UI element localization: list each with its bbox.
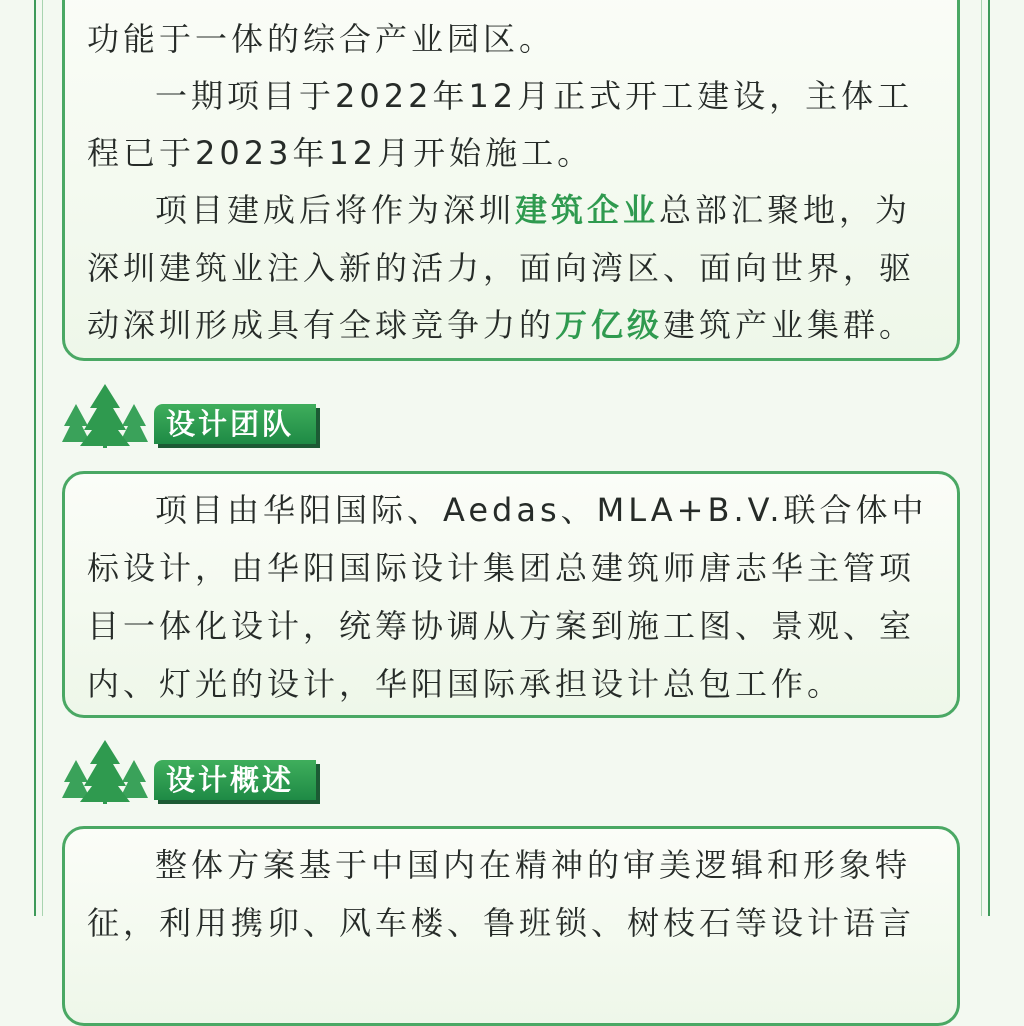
intro-line-4 [155, 191, 933, 229]
team-line-1: 项目由华阳国际、Aedas、MLA+B.V.联合体中 [155, 491, 928, 529]
intro-line-1: 功能于一体的综合产业园区。 [87, 20, 556, 58]
section-header-design-overview [62, 740, 362, 806]
team-line-2: 标设计，由华阳国际设计集团总建筑师唐志华主管项 [87, 549, 916, 587]
frame-border-left-inner [42, 0, 43, 916]
overview-line-1: 整体方案基于中国内在精神的审美逻辑和形象特 [155, 846, 912, 884]
frame-border-left [34, 0, 36, 916]
design-overview-card [62, 826, 960, 1026]
team-line-4: 内、灯光的设计，华阳国际承担设计总包工作。 [87, 665, 844, 703]
overview-line-2: 征，利用携卯、风车楼、鲁班锁、树枝石等设计语言 [87, 904, 916, 942]
team-line-3: 目一体化设计，统筹协调从方案到施工图、景观、室 [87, 607, 916, 645]
section-label-design-overview: 设计概述 [154, 760, 316, 800]
frame-border-right-inner [981, 0, 982, 916]
intro-line-6 [87, 306, 933, 344]
intro-line-3: 程已于2023年12月开始施工。 [87, 134, 594, 172]
pine-trees-icon [62, 384, 148, 448]
section-label-design-team: 设计团队 [154, 404, 316, 444]
highlight-trillion-level: 万亿级 [555, 306, 664, 344]
intro-card [62, 0, 960, 361]
highlight-construction-enterprises: 建筑企业 [515, 191, 660, 229]
intro-line-2: 一期项目于2022年12月正式开工建设，主体工 [155, 77, 914, 115]
intro-line-4-post: 总部汇聚地，为 [659, 191, 912, 229]
intro-line-6-pre: 动深圳形成具有全球竞争力的 [87, 306, 556, 344]
intro-line-5: 深圳建筑业注入新的活力，面向湾区、面向世界，驱 [87, 249, 916, 287]
pine-trees-icon [62, 740, 148, 804]
intro-line-6-post: 建筑产业集群。 [663, 306, 916, 344]
design-team-card [62, 471, 960, 718]
frame-border-right [988, 0, 990, 916]
section-header-design-team [62, 384, 362, 450]
intro-line-4-pre: 项目建成后将作为深圳 [155, 191, 516, 229]
